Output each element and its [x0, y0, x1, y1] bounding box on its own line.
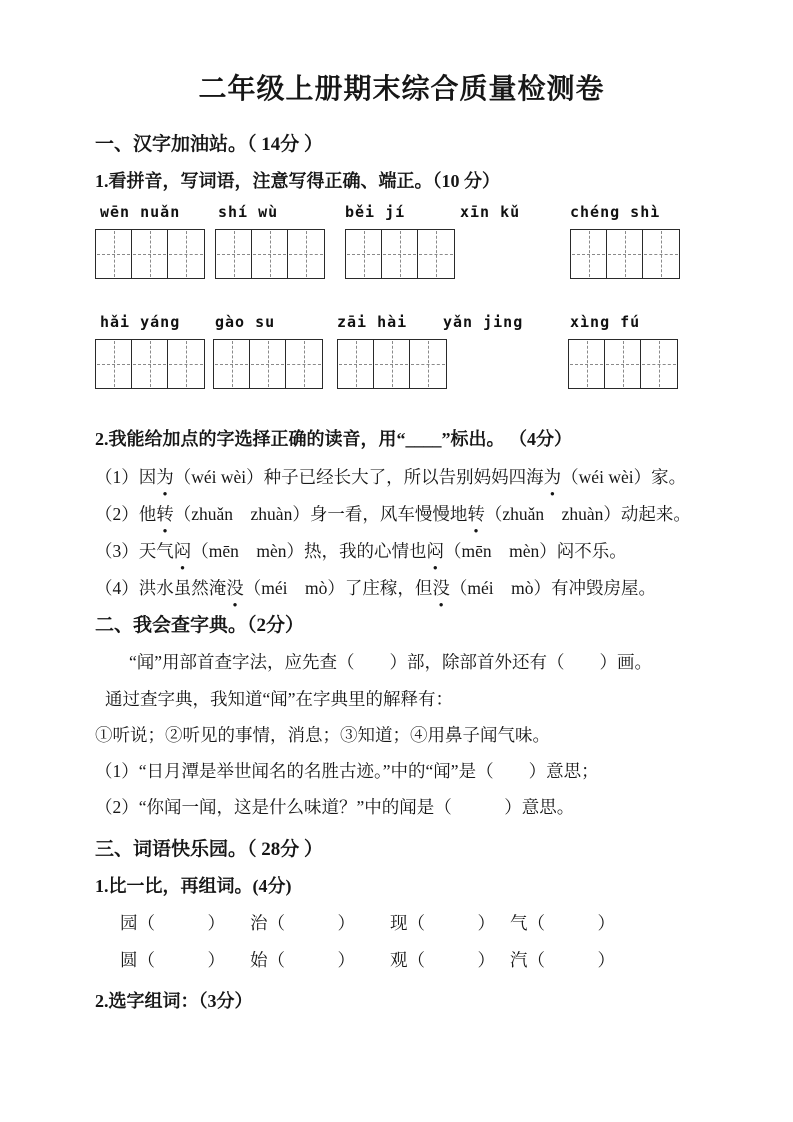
writing-grid	[345, 229, 455, 279]
section3-item2-label: 2.选字组词：（3分）	[95, 991, 253, 1011]
dotted-char: 没 ●	[432, 576, 450, 600]
grid-cell[interactable]	[418, 230, 454, 278]
grid-cell[interactable]	[641, 340, 677, 388]
pinyin-word: xìng fú	[570, 313, 641, 331]
dotted-char: 转 ●	[467, 502, 485, 526]
word-compare-cell: 现（ ）	[390, 913, 495, 933]
pinyin-word: xīn kǔ	[460, 203, 521, 221]
pinyin-word: gào su	[215, 313, 276, 331]
text-segment: （zhuǎn zhuàn）身一看，风车慢慢地	[173, 504, 468, 524]
grid-cell[interactable]	[132, 230, 168, 278]
text-segment: （mēn mèn）热，我的心情也	[191, 541, 427, 561]
grid-cell[interactable]	[250, 340, 286, 388]
dotted-char: 闷 ●	[427, 539, 445, 563]
text-segment: （méi mò）有冲毁房屋。	[449, 578, 656, 598]
text-segment: （4）洪水虽然淹	[95, 578, 227, 598]
pinyin-word: wēn nuǎn	[100, 203, 181, 221]
question-line-1	[95, 465, 708, 489]
word-compare-cell: 园（ ）	[120, 913, 225, 933]
dotted-char: 转 ●	[156, 502, 174, 526]
word-compare-cell: 汽（ ）	[510, 950, 615, 970]
pinyin-row-2	[95, 313, 708, 391]
grid-cell[interactable]	[214, 340, 250, 388]
writing-grid	[337, 339, 447, 389]
word-compare-cell: 观（ ）	[390, 950, 495, 970]
word-compare-cell: 治（ ）	[250, 913, 355, 933]
writing-grid	[568, 339, 678, 389]
dictionary-line-1: “闻”用部首查字法，应先查（ ）部，除部首外还有（ ）画。	[129, 652, 653, 672]
writing-grid	[213, 339, 323, 389]
question-line-2	[95, 502, 708, 526]
grid-cell[interactable]	[288, 230, 324, 278]
grid-cell[interactable]	[216, 230, 252, 278]
dotted-char: 没 ●	[226, 576, 244, 600]
section3-heading: 三、词语快乐园。（ 28分 ）	[95, 839, 324, 860]
grid-cell[interactable]	[168, 340, 204, 388]
dotted-char: 闷 ●	[174, 539, 192, 563]
writing-grid	[215, 229, 325, 279]
pinyin-word: chéng shì	[570, 203, 661, 221]
grid-cell[interactable]	[607, 230, 643, 278]
text-segment: （2）他	[95, 504, 157, 524]
question-line-4	[95, 576, 708, 600]
writing-grid	[570, 229, 680, 279]
section3-item1-label: 1.比一比，再组词。(4分)	[95, 876, 292, 896]
writing-grid	[95, 229, 205, 279]
dictionary-line-5: （2）“你闻一闻，这是什么味道？”中的闻是（ ）意思。	[95, 797, 575, 817]
grid-cell[interactable]	[410, 340, 446, 388]
grid-cell[interactable]	[569, 340, 605, 388]
text-segment: （1）因	[95, 467, 157, 487]
text-segment: （3）天气	[95, 541, 174, 561]
dictionary-line-4: （1）“日月潭是举世闻名的名胜古迹。”中的“闻”是（ ）意思；	[95, 761, 599, 781]
section1-heading: 一、汉字加油站。（ 14分 ）	[95, 134, 324, 155]
word-compare-cell: 气（ ）	[510, 913, 615, 933]
section2-heading: 二、我会查字典。（2分）	[95, 615, 305, 636]
dictionary-line-3: ①听说；②听见的事情，消息；③知道；④用鼻子闻气味。	[95, 725, 550, 745]
grid-cell[interactable]	[346, 230, 382, 278]
pinyin-word: zāi hài	[337, 313, 408, 331]
text-segment: （mēn mèn）闷不乐。	[444, 541, 627, 561]
writing-grid	[95, 339, 205, 389]
text-segment: （wéi wèi）种子已经长大了，所以告别妈妈四海	[173, 467, 544, 487]
grid-cell[interactable]	[338, 340, 374, 388]
section1-item1-label: 1.看拼音，写词语，注意写得正确、端正。（10 分）	[95, 171, 500, 191]
grid-cell[interactable]	[605, 340, 641, 388]
text-segment: （méi mò）了庄稼，但	[243, 578, 433, 598]
word-compare-row-1	[95, 911, 708, 935]
pinyin-word: běi jí	[345, 203, 406, 221]
grid-cell[interactable]	[643, 230, 679, 278]
grid-cell[interactable]	[252, 230, 288, 278]
text-segment: （wéi wèi）家。	[561, 467, 687, 487]
grid-cell[interactable]	[286, 340, 322, 388]
word-compare-row-2	[95, 948, 708, 972]
grid-cell[interactable]	[374, 340, 410, 388]
text-segment: （zhuǎn zhuàn）动起来。	[484, 504, 691, 524]
grid-cell[interactable]	[132, 340, 168, 388]
grid-cell[interactable]	[168, 230, 204, 278]
pinyin-word: yǎn jing	[443, 313, 524, 331]
page-title: 二年级上册期末综合质量检测卷	[198, 74, 605, 105]
grid-cell[interactable]	[96, 340, 132, 388]
question-line-3	[95, 539, 708, 563]
word-compare-cell: 始（ ）	[250, 950, 355, 970]
word-compare-cell: 圆（ ）	[120, 950, 225, 970]
pinyin-word: hǎi yáng	[100, 313, 181, 331]
grid-cell[interactable]	[382, 230, 418, 278]
pinyin-row-1	[95, 203, 708, 281]
dotted-char: 为 ●	[544, 465, 562, 489]
grid-cell[interactable]	[96, 230, 132, 278]
dictionary-line-2: 通过查字典，我知道“闻”在字典里的解释有：	[105, 689, 454, 709]
section1-item2-label: 2.我能给加点的字选择正确的读音，用“____”标出。 （4分）	[95, 429, 572, 449]
dotted-char: 为 ●	[156, 465, 174, 489]
pinyin-word: shí wù	[218, 203, 279, 221]
grid-cell[interactable]	[571, 230, 607, 278]
